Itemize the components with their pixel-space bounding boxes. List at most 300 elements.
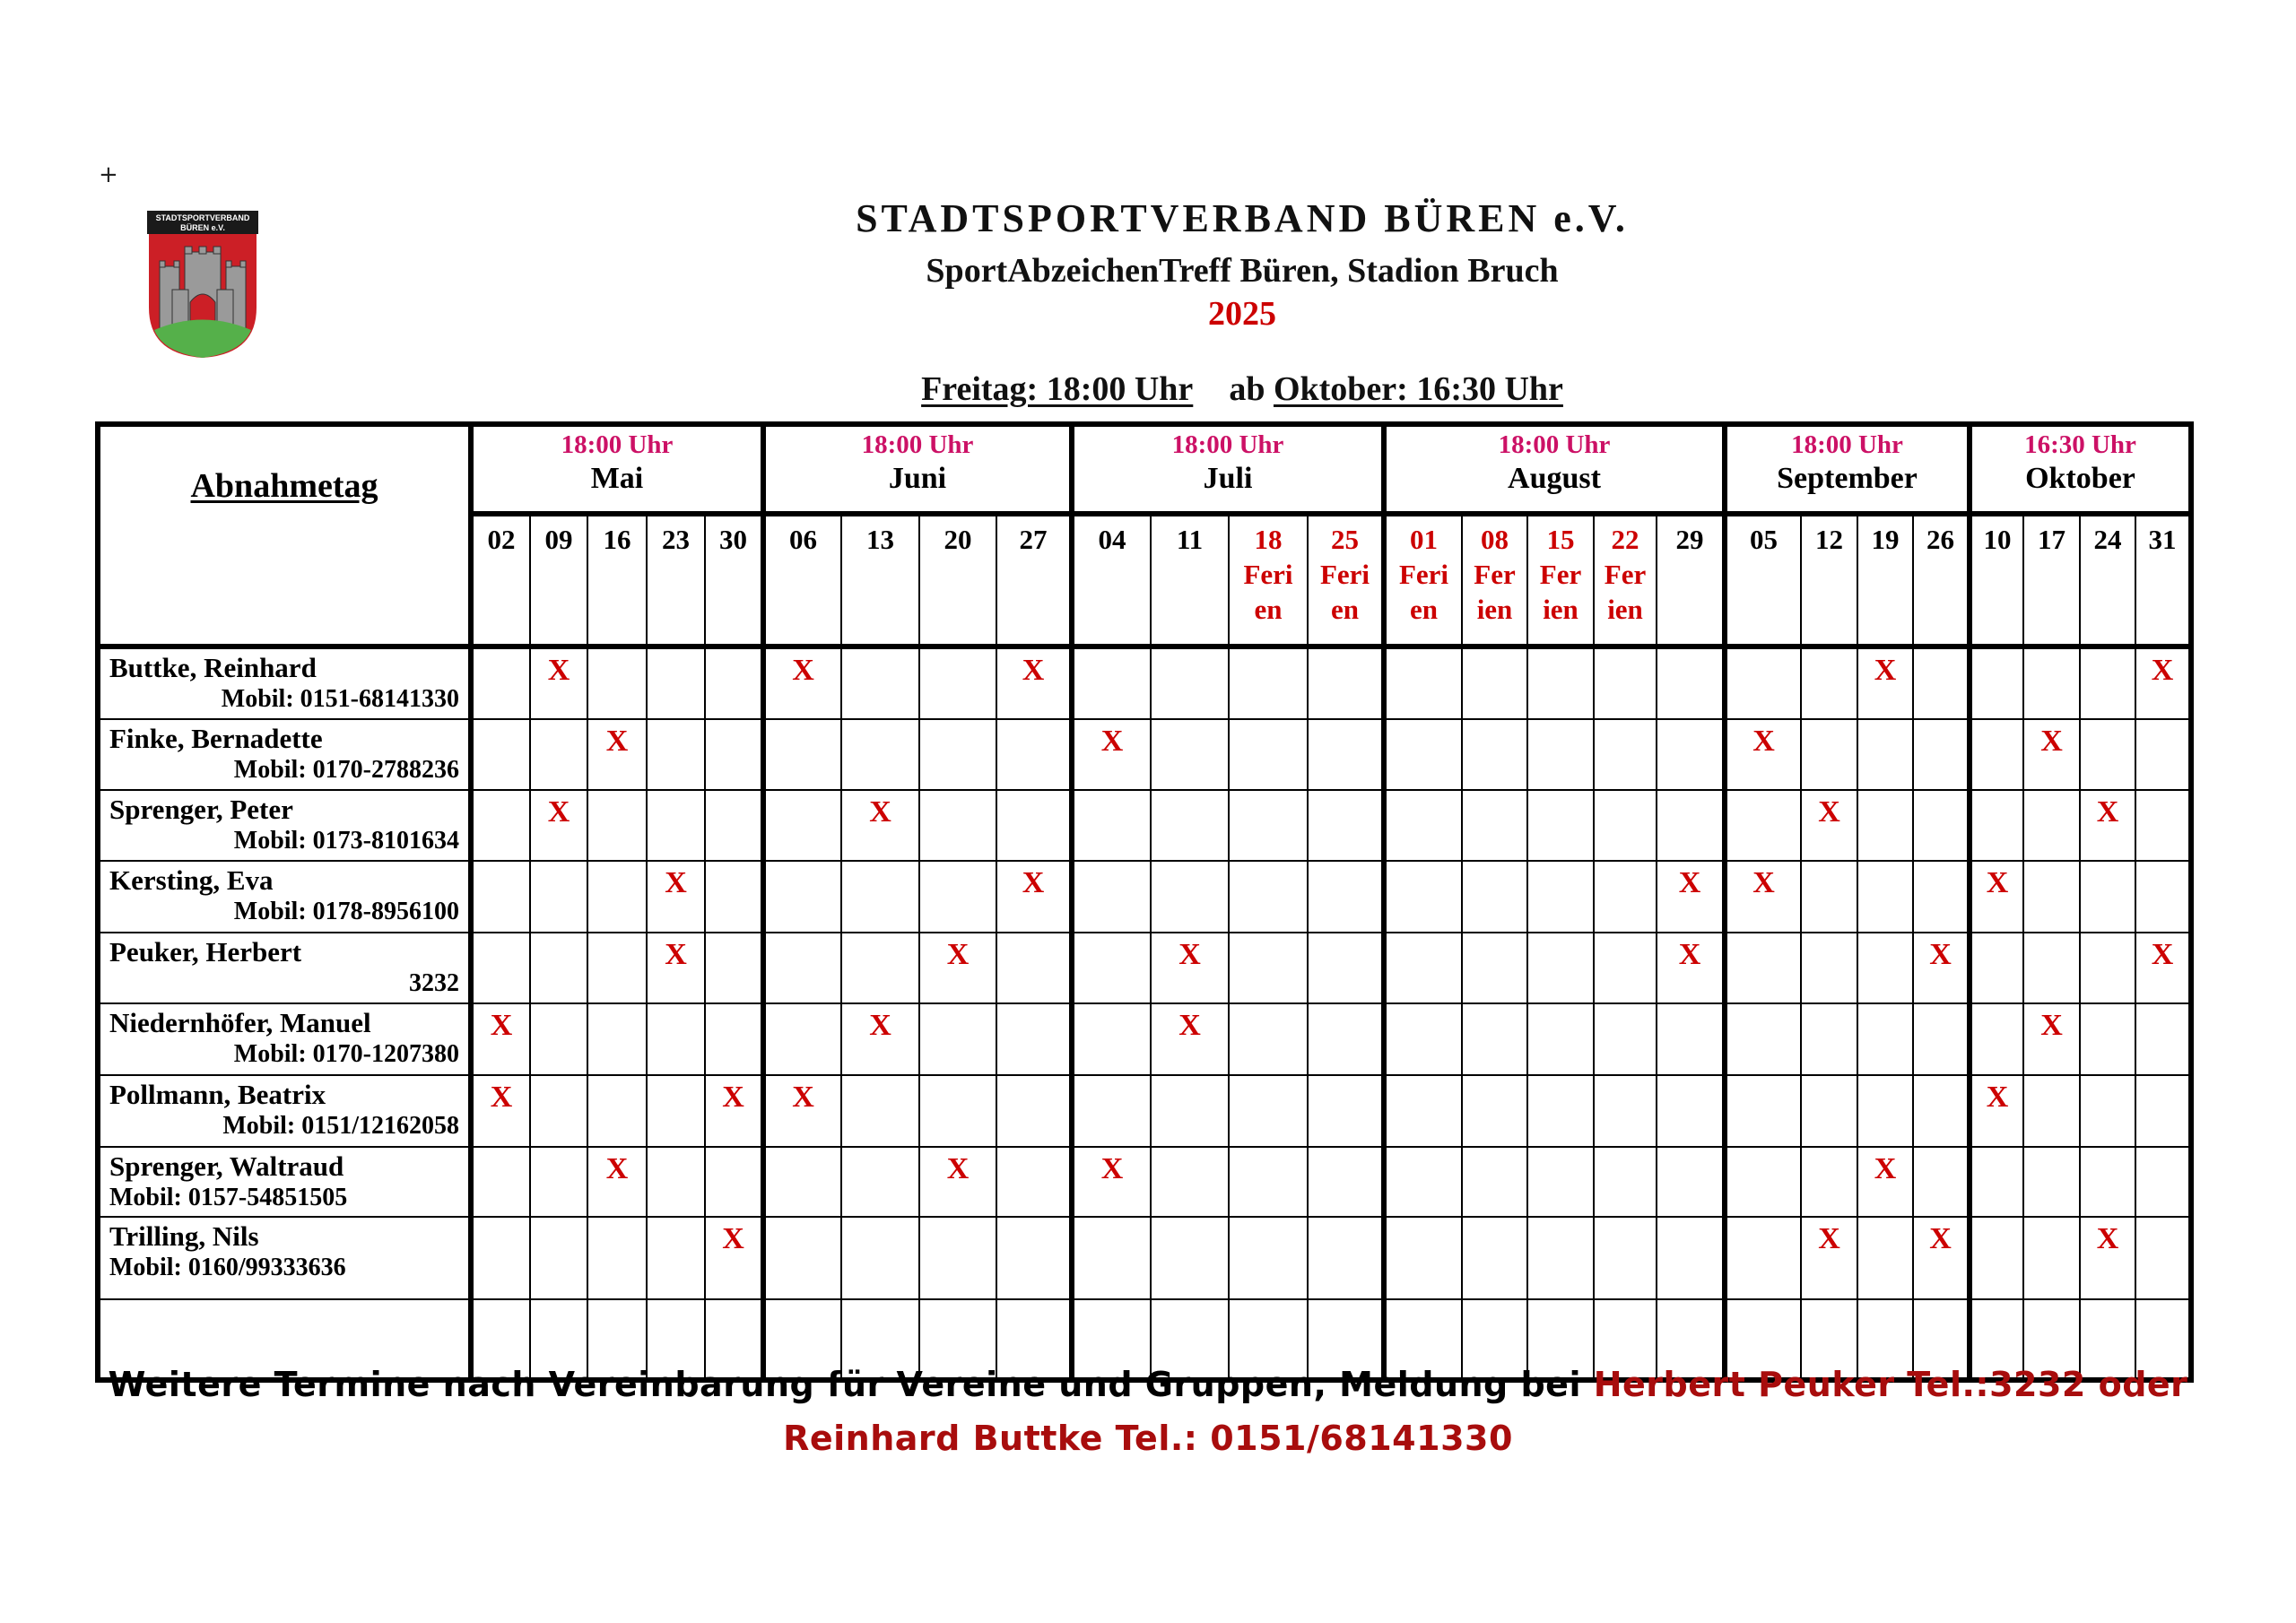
x-mark-icon: X: [946, 938, 970, 971]
empty-cell: [763, 1217, 841, 1299]
empty-cell: [1151, 1075, 1229, 1147]
month-name: Juni: [888, 462, 947, 495]
empty-cell: [1594, 790, 1657, 861]
month-time: 18:00 Uhr: [1498, 430, 1611, 459]
x-mark-icon: X: [792, 1081, 814, 1114]
empty-cell: [1151, 1217, 1229, 1299]
empty-cell: [1151, 719, 1229, 790]
holiday-label: en: [1331, 594, 1359, 625]
day-number: 17: [2038, 524, 2066, 555]
schedule-regular: Freitag: 18:00 Uhr: [921, 370, 1194, 408]
attendance-mark-cell: [530, 790, 587, 861]
x-mark-icon: X: [2040, 1009, 2063, 1042]
empty-cell: [530, 1217, 587, 1299]
empty-cell: [919, 1217, 996, 1299]
attendance-mark-cell: [530, 647, 587, 719]
x-mark-icon: X: [722, 1081, 744, 1114]
day-header-juli-04: [1072, 514, 1151, 647]
person-name: Kersting, Eva: [109, 864, 274, 896]
month-time: 16:30 Uhr: [2024, 430, 2136, 459]
empty-cell: [705, 861, 763, 933]
attendance-mark-cell: [2023, 1003, 2080, 1075]
empty-cell: [1725, 1075, 1801, 1147]
empty-cell: [1725, 1003, 1801, 1075]
attendance-mark-cell: [587, 1147, 647, 1217]
attendance-mark-cell: [1913, 1217, 1970, 1299]
empty-cell: [1229, 790, 1308, 861]
day-header-oktober-17: [2023, 514, 2080, 647]
x-mark-icon: X: [1022, 654, 1045, 687]
empty-cell: [1594, 647, 1657, 719]
empty-cell: [841, 933, 919, 1003]
empty-cell: [1462, 1003, 1527, 1075]
empty-cell: [2023, 1147, 2080, 1217]
empty-cell: [705, 790, 763, 861]
day-number: 30: [719, 524, 747, 555]
empty-cell: [1970, 719, 2023, 790]
day-number: 11: [1176, 524, 1204, 555]
attendance-mark-cell: [471, 1075, 530, 1147]
empty-cell: [587, 1003, 647, 1075]
empty-cell: [1594, 1147, 1657, 1217]
empty-cell: [2080, 1075, 2135, 1147]
day-header-oktober-31: [2135, 514, 2191, 647]
x-mark-icon: X: [490, 1009, 513, 1042]
person-phone: 3232: [409, 969, 459, 997]
x-mark-icon: X: [869, 795, 891, 829]
empty-cell: [1857, 1217, 1913, 1299]
attendance-mark-cell: [647, 933, 705, 1003]
empty-cell: [1462, 1147, 1527, 1217]
attendance-mark-cell: [1913, 933, 1970, 1003]
empty-cell: [2080, 647, 2135, 719]
day-number: 25: [1331, 524, 1359, 555]
month-time: 18:00 Uhr: [1171, 430, 1284, 459]
empty-cell: [1657, 719, 1725, 790]
empty-cell: [2135, 861, 2191, 933]
person-row: [98, 861, 2191, 933]
day-header-mai-23: [647, 514, 705, 647]
month-header-juli: [1072, 424, 1384, 514]
day-header-juli-11: [1151, 514, 1229, 647]
name-column-header-label: Abnahmetag: [190, 467, 378, 505]
person-name: Pollmann, Beatrix: [109, 1079, 326, 1110]
attendance-mark-cell: [705, 1075, 763, 1147]
empty-cell: [2023, 861, 2080, 933]
empty-cell: [996, 719, 1072, 790]
empty-cell: [2080, 933, 2135, 1003]
empty-cell: [471, 647, 530, 719]
empty-cell: [1857, 790, 1913, 861]
footer-contact-buttke: Reinhard Buttke Tel.: 0151/68141330: [783, 1419, 1513, 1458]
day-number: 23: [662, 524, 690, 555]
attendance-mark-cell: [705, 1217, 763, 1299]
empty-cell: [1970, 1217, 2023, 1299]
empty-cell: [1384, 1075, 1462, 1147]
day-header-august-08: [1462, 514, 1527, 647]
person-cell: [98, 719, 471, 790]
empty-cell: [919, 647, 996, 719]
empty-cell: [471, 790, 530, 861]
empty-cell: [1384, 647, 1462, 719]
x-mark-icon: X: [1986, 866, 2009, 899]
person-phone: Mobil: 0151/12162058: [222, 1112, 459, 1140]
x-mark-icon: X: [605, 1152, 629, 1185]
empty-cell: [705, 647, 763, 719]
empty-cell: [471, 1217, 530, 1299]
holiday-label: Fer: [1474, 559, 1516, 590]
empty-cell: [1462, 647, 1527, 719]
person-name: Sprenger, Peter: [109, 794, 293, 825]
empty-cell: [1308, 933, 1384, 1003]
empty-cell: [587, 1217, 647, 1299]
empty-cell: [2023, 1217, 2080, 1299]
attendance-mark-cell: [2023, 719, 2080, 790]
attendance-mark-cell: [996, 647, 1072, 719]
empty-cell: [1462, 1075, 1527, 1147]
footer-note: [0, 1365, 2296, 1404]
attendance-mark-cell: [1801, 1217, 1857, 1299]
empty-cell: [647, 647, 705, 719]
day-header-juli-25: [1308, 514, 1384, 647]
empty-cell: [2135, 1075, 2191, 1147]
attendance-mark-cell: [2080, 790, 2135, 861]
empty-cell: [1725, 647, 1801, 719]
day-number: 29: [1675, 524, 1704, 555]
person-row: [98, 1003, 2191, 1075]
empty-cell: [1308, 1003, 1384, 1075]
attendance-mark-cell: [1801, 790, 1857, 861]
person-phone: Mobil: 0160/99333636: [109, 1254, 346, 1281]
empty-cell: [2080, 1147, 2135, 1217]
empty-cell: [587, 933, 647, 1003]
x-mark-icon: X: [1100, 1152, 1124, 1185]
day-number: 02: [487, 524, 516, 555]
person-name: Sprenger, Waltraud: [109, 1150, 344, 1182]
x-mark-icon: X: [547, 795, 570, 829]
empty-cell: [1229, 1217, 1308, 1299]
empty-cell: [1308, 647, 1384, 719]
empty-cell: [919, 790, 996, 861]
empty-cell: [841, 719, 919, 790]
empty-cell: [587, 647, 647, 719]
x-mark-icon: X: [1178, 1009, 1201, 1042]
empty-cell: [1657, 1147, 1725, 1217]
empty-cell: [1072, 1075, 1151, 1147]
person-row: [98, 1217, 2191, 1299]
x-mark-icon: X: [2151, 654, 2174, 687]
empty-cell: [1308, 1075, 1384, 1147]
empty-cell: [2135, 1003, 2191, 1075]
month-name: Mai: [590, 462, 644, 495]
attendance-mark-cell: [841, 1003, 919, 1075]
holiday-label: ien: [1543, 594, 1578, 625]
empty-cell: [2023, 790, 2080, 861]
empty-cell: [530, 1003, 587, 1075]
empty-cell: [705, 719, 763, 790]
day-header-juni-27: [996, 514, 1072, 647]
day-header-mai-30: [705, 514, 763, 647]
empty-cell: [471, 933, 530, 1003]
empty-cell: [1801, 861, 1857, 933]
day-header-september-19: [1857, 514, 1913, 647]
empty-cell: [1594, 1075, 1657, 1147]
empty-cell: [647, 1003, 705, 1075]
empty-cell: [1527, 1217, 1594, 1299]
empty-cell: [647, 719, 705, 790]
empty-cell: [1462, 933, 1527, 1003]
month-header-august: [1384, 424, 1725, 514]
empty-cell: [2135, 719, 2191, 790]
empty-cell: [1857, 1075, 1913, 1147]
empty-cell: [2080, 861, 2135, 933]
year-label: 2025: [1208, 295, 1276, 333]
x-mark-icon: X: [1752, 725, 1775, 758]
day-number: 24: [2093, 524, 2122, 555]
month-time: 18:00 Uhr: [1791, 430, 1903, 459]
empty-cell: [471, 861, 530, 933]
x-mark-icon: X: [1818, 1222, 1840, 1255]
empty-cell: [996, 1075, 1072, 1147]
day-header-juni-20: [919, 514, 996, 647]
attendance-mark-cell: [1657, 861, 1725, 933]
day-header-september-26: [1913, 514, 1970, 647]
empty-cell: [1970, 647, 2023, 719]
empty-cell: [705, 1147, 763, 1217]
empty-cell: [1462, 719, 1527, 790]
month-name: Juli: [1203, 462, 1253, 495]
empty-cell: [1072, 1003, 1151, 1075]
day-number: 05: [1750, 524, 1778, 555]
empty-cell: [1594, 1003, 1657, 1075]
empty-cell: [1857, 719, 1913, 790]
attendance-mark-cell: [996, 861, 1072, 933]
empty-cell: [1229, 861, 1308, 933]
month-time: 18:00 Uhr: [861, 430, 974, 459]
attendance-mark-cell: [763, 647, 841, 719]
empty-cell: [996, 1147, 1072, 1217]
empty-cell: [1308, 719, 1384, 790]
empty-cell: [841, 1075, 919, 1147]
x-mark-icon: X: [1678, 866, 1701, 899]
empty-cell: [1725, 1147, 1801, 1217]
day-header-oktober-10: [1970, 514, 2023, 647]
attendance-mark-cell: [1657, 933, 1725, 1003]
empty-cell: [1801, 1147, 1857, 1217]
month-name: August: [1508, 462, 1601, 495]
empty-cell: [763, 719, 841, 790]
empty-cell: [647, 1075, 705, 1147]
empty-cell: [1594, 861, 1657, 933]
empty-cell: [2135, 790, 2191, 861]
x-mark-icon: X: [2096, 795, 2119, 829]
event-subtitle: SportAbzeichenTreff Büren, Stadion Bruch: [926, 252, 1559, 290]
empty-cell: [1801, 1003, 1857, 1075]
empty-cell: [841, 1147, 919, 1217]
empty-cell: [1527, 861, 1594, 933]
empty-cell: [1801, 1075, 1857, 1147]
empty-cell: [705, 1003, 763, 1075]
empty-cell: [1725, 1217, 1801, 1299]
x-mark-icon: X: [2096, 1222, 2119, 1255]
x-mark-icon: X: [1678, 938, 1701, 971]
x-mark-icon: X: [946, 1152, 970, 1185]
attendance-mark-cell: [1857, 1147, 1913, 1217]
attendance-mark-cell: [1857, 647, 1913, 719]
empty-cell: [647, 1147, 705, 1217]
empty-cell: [1913, 647, 1970, 719]
attendance-mark-cell: [919, 933, 996, 1003]
empty-cell: [996, 933, 1072, 1003]
empty-cell: [1384, 861, 1462, 933]
person-name: Finke, Bernadette: [109, 723, 323, 754]
empty-cell: [530, 933, 587, 1003]
empty-cell: [1151, 1147, 1229, 1217]
empty-cell: [1913, 719, 1970, 790]
empty-cell: [1657, 790, 1725, 861]
empty-cell: [587, 790, 647, 861]
attendance-mark-cell: [2080, 1217, 2135, 1299]
empty-cell: [2023, 1075, 2080, 1147]
empty-cell: [1384, 719, 1462, 790]
empty-cell: [1384, 1217, 1462, 1299]
empty-cell: [1527, 1147, 1594, 1217]
empty-cell: [1462, 1217, 1527, 1299]
x-mark-icon: X: [722, 1222, 744, 1255]
empty-cell: [1072, 790, 1151, 861]
day-number: 12: [1815, 524, 1843, 555]
attendance-mark-cell: [841, 790, 919, 861]
person-name: Buttke, Reinhard: [109, 652, 317, 683]
empty-cell: [2023, 933, 2080, 1003]
person-cell: [98, 1075, 471, 1147]
x-mark-icon: X: [1929, 938, 1952, 971]
empty-cell: [1657, 647, 1725, 719]
day-number: 31: [2148, 524, 2177, 555]
empty-cell: [1384, 933, 1462, 1003]
person-cell: [98, 1217, 471, 1299]
empty-cell: [1308, 1217, 1384, 1299]
logo-banner-line1: STADTSPORTVERBAND: [155, 213, 250, 222]
person-phone: Mobil: 0173-8101634: [233, 827, 459, 855]
empty-cell: [1308, 790, 1384, 861]
empty-cell: [1970, 790, 2023, 861]
attendance-mark-cell: [1151, 933, 1229, 1003]
attendance-mark-cell: [1072, 719, 1151, 790]
day-number: 13: [866, 524, 894, 555]
x-mark-icon: X: [1929, 1222, 1952, 1255]
empty-cell: [1229, 1075, 1308, 1147]
empty-cell: [530, 1147, 587, 1217]
empty-cell: [1801, 719, 1857, 790]
x-mark-icon: X: [1752, 866, 1775, 899]
empty-cell: [2023, 647, 2080, 719]
footer-note-text: Weitere Termine nach Vereinbarung für Vereine und Gruppen, Meldung bei: [108, 1365, 1581, 1404]
empty-cell: [1857, 933, 1913, 1003]
empty-cell: [471, 719, 530, 790]
empty-cell: [919, 1003, 996, 1075]
attendance-mark-cell: [763, 1075, 841, 1147]
empty-cell: [1527, 1075, 1594, 1147]
x-mark-icon: X: [2151, 938, 2174, 971]
holiday-label: en: [1254, 594, 1283, 625]
day-header-august-22: [1594, 514, 1657, 647]
month-time: 18:00 Uhr: [561, 430, 674, 459]
x-mark-icon: X: [1022, 866, 1045, 899]
empty-cell: [530, 719, 587, 790]
empty-cell: [1072, 861, 1151, 933]
month-header-oktober: [1970, 424, 2191, 514]
month-name: September: [1777, 462, 1918, 495]
empty-cell: [647, 790, 705, 861]
day-header-oktober-24: [2080, 514, 2135, 647]
month-header-row: [98, 424, 2191, 514]
empty-cell: [1384, 1147, 1462, 1217]
empty-cell: [1462, 861, 1527, 933]
x-mark-icon: X: [1874, 1152, 1897, 1185]
day-number: 16: [603, 524, 631, 555]
x-mark-icon: X: [547, 654, 570, 687]
empty-cell: [1970, 933, 2023, 1003]
day-header-august-15: [1527, 514, 1594, 647]
x-mark-icon: X: [665, 866, 687, 899]
day-header-september-12: [1801, 514, 1857, 647]
empty-cell: [2080, 719, 2135, 790]
person-cell: [98, 861, 471, 933]
empty-cell: [1151, 790, 1229, 861]
empty-cell: [1229, 1003, 1308, 1075]
empty-cell: [1384, 790, 1462, 861]
attendance-mark-cell: [1970, 1075, 2023, 1147]
day-number: 15: [1546, 524, 1575, 555]
empty-cell: [763, 1003, 841, 1075]
attendance-mark-cell: [587, 719, 647, 790]
empty-cell: [530, 1075, 587, 1147]
day-header-juni-06: [763, 514, 841, 647]
empty-cell: [1913, 1147, 1970, 1217]
empty-cell: [841, 1217, 919, 1299]
empty-cell: [1229, 933, 1308, 1003]
empty-cell: [919, 719, 996, 790]
x-mark-icon: X: [1874, 654, 1897, 687]
person-row: [98, 1075, 2191, 1147]
empty-cell: [1594, 719, 1657, 790]
holiday-label: Feri: [1398, 559, 1449, 590]
empty-cell: [1527, 647, 1594, 719]
day-number: 01: [1410, 524, 1438, 555]
day-header-september-05: [1725, 514, 1801, 647]
empty-cell: [2135, 1217, 2191, 1299]
x-mark-icon: X: [1100, 725, 1124, 758]
month-name: Oktober: [2025, 462, 2135, 495]
x-mark-icon: X: [2040, 725, 2063, 758]
holiday-label: Feri: [1243, 559, 1293, 590]
person-name: Trilling, Nils: [109, 1220, 259, 1252]
x-mark-icon: X: [792, 654, 814, 687]
person-row: [98, 647, 2191, 719]
empty-cell: [587, 861, 647, 933]
empty-cell: [1229, 1147, 1308, 1217]
person-cell: [98, 1147, 471, 1217]
day-number: 22: [1611, 524, 1639, 555]
holiday-label: en: [1410, 594, 1438, 625]
person-row: [98, 933, 2191, 1003]
appointment-table: [95, 421, 2194, 1383]
schedule-line: [0, 369, 2296, 409]
empty-cell: [1857, 861, 1913, 933]
logo-banner-line2: BÜREN e.V.: [180, 223, 225, 232]
attendance-mark-cell: [1072, 1147, 1151, 1217]
